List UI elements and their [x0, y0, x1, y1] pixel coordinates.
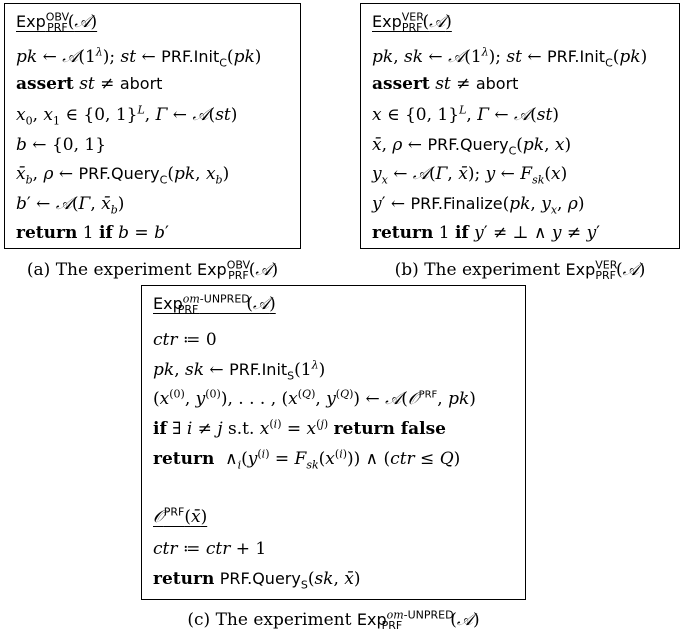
panel-c-line-3: ($x^{(0)}$, $y^{(0)}$), . . . , ($x^{(Q)}$, $y^{(Q)}$) ← 𝒜(𝒪$^{PRF}$, pk) — [153, 387, 476, 409]
panel-c-line-4: if ∃ i ≠ j s.t. $x^{(i)} = x^{(j)}$ return false — [153, 417, 446, 439]
panel-a-line-2: assert st ≠ abort — [16, 74, 163, 94]
panel-a-line-6: b′ ← 𝒜(Γ, $x̄_b$) — [16, 194, 125, 217]
panel-c-box — [141, 285, 526, 600]
panel-c-title: Exp$^{om-UNPRED}_{PRF}$ (𝒜) — [153, 292, 276, 317]
panel-a-line-1: pk ← $𝒜(1^\lambda)$; st ← PRF.Init$_C$(pk) — [16, 45, 262, 70]
panel-b-caption: (b) The experiment Exp$^{VER}_{PRF}$(𝒜) — [394, 258, 646, 283]
panel-c-line-2: pk, sk ← $PRF.Init_S(1^\lambda)$ — [153, 358, 326, 383]
panel-b-line-7: return 1 if y′ ≠ ⊥ ∧ y ≠ y′ — [372, 223, 601, 243]
panel-c-oracle-line-1: ctr ≔ ctr + 1 — [153, 539, 267, 559]
panel-a-title: Exp$^{OBV}_{PRF}$(𝒜) — [16, 10, 98, 35]
panel-b-line-1: pk, sk ← $𝒜(1^\lambda)$; st ← PRF.Init$_C$(pk) — [372, 45, 648, 70]
panel-b-line-2: assert st ≠ abort — [372, 74, 519, 94]
panel-a-line-7: return 1 if b = b′ — [16, 223, 169, 243]
panel-a-line-3: $x_0$, $x_1$ ∈ {0, 1}$^L$, Γ ← 𝒜(st) — [16, 103, 238, 128]
panel-c-line-1: ctr ≔ 0 — [153, 330, 217, 350]
panel-b-line-3: x ∈ {0, 1}$^L$, Γ ← 𝒜(st) — [372, 103, 559, 125]
panel-b-line-6: y′ ← PRF.Finalize(pk, $y_x$, ρ) — [372, 194, 585, 217]
panel-b-title: Exp$^{VER}_{PRF}$(𝒜) — [372, 10, 452, 35]
panel-c-oracle-line-2: return PRF.Query$_S$(sk, x̄) — [153, 569, 361, 592]
panel-a-caption: (a) The experiment Exp$^{OBV}_{PRF}$(𝒜) — [26, 258, 279, 283]
panel-b-box — [360, 3, 680, 249]
panel-c-caption: (c) The experiment Exp$^{om-UNPRED}_{PRF}$ (𝒜) — [187, 608, 480, 633]
panel-b-line-4: x̄, ρ ← PRF.Query$_C$(pk, x) — [372, 135, 572, 158]
panel-a-box — [4, 3, 301, 249]
panel-c-oracle-title: 𝒪$^{PRF}$(x̄) — [153, 505, 208, 527]
panel-a-line-4: b ← {0, 1} — [16, 135, 107, 155]
panel-a-line-5: $x̄_b$, ρ ← PRF.Query$_C$(pk, $x_b$) — [16, 164, 230, 187]
panel-c-line-5: return $\wedge_i(y^{(i)} = F_{sk}(x^{(i)}))$ ∧ (ctr ≤ Q) — [153, 447, 461, 472]
panel-b-line-5: $y_x$ ← 𝒜(Γ, x̄); y ← $F_{sk}(x)$ — [372, 164, 568, 187]
